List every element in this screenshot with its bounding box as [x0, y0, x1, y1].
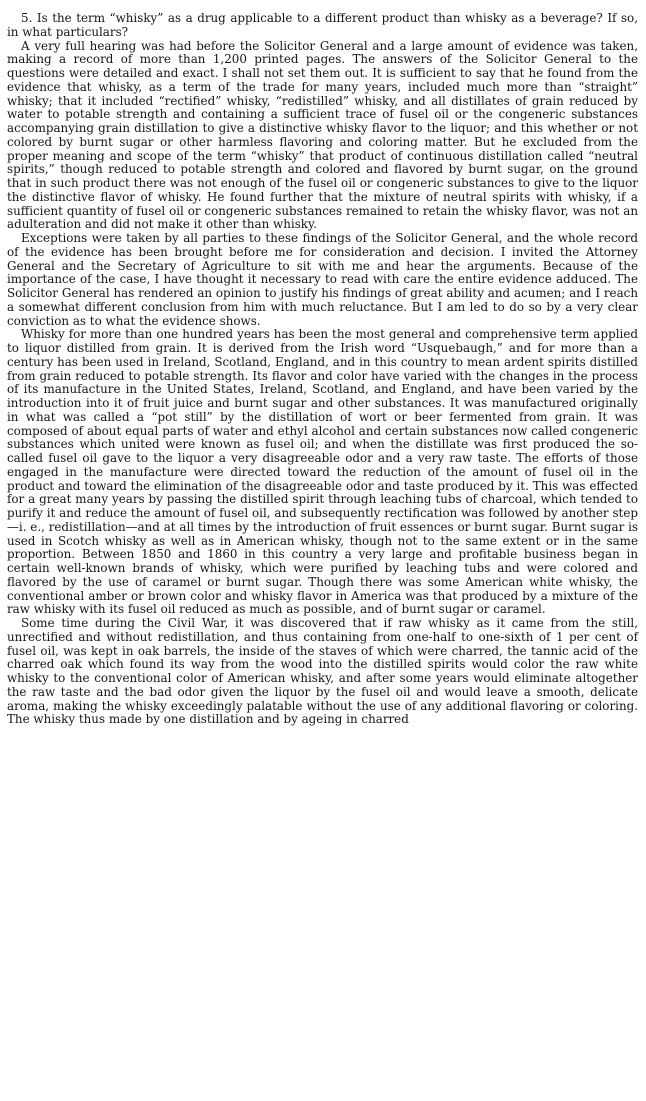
body-paragraph-hearing: A very full hearing was had before the Solicitor General and a large amount of evidence was taken, making a record of more than 1,200 printed pages. The answers of the Solicitor General to the questions were detailed and exact. I shall not set them out. It is sufficient to say that he found from the evidence that whisky, as a term of the trade for many years, included much more than “straight” whisky; that it included “rectified” whisky, “redistilled” whisky, and all distillates of grain reduced by water to potable strength and containing a sufficient trace of fusel oil or the congeneric substances accompanying grain distillation to give a distinctive whisky flavor to the liquor; and this whether or not colored by burnt sugar or other harmless flavoring and coloring matter. But he excluded from the proper meaning and scope of the term “whisky” that product of continuous distillation called “neutral spirits,” though reduced to potable strength and colored and flavored by burnt sugar, on the ground that in such product there was not enough of the fusel oil or congeneric substances to give to the liquor the distinctive flavor of whisky. He found further that the mixture of neutral spirits with whisky, if a sufficient quantity of fusel oil or congeneric substances remained to retain the whisky flavor, was not an adulteration and did not make it other than whisky. — [7, 38, 638, 232]
question-paragraph: 5. Is the term “whisky” as a drug applicable to a different product than whisky as a beverage? If so, in what particulars? — [7, 11, 638, 39]
body-paragraph-exceptions: Exceptions were taken by all parties to these findings of the Solicitor General, and the whole record of the evidence has been brought before me for consideration and decision. I invited the Attorney General and the Secretary of Agriculture to sit with me and hear the arguments. Because of the importance of the case, I have thought it necessary to read with care the entire evidence adduced. The Solicitor General has rendered an opinion to justify his findings of great ability and acumen; and I reach a somewhat different conclusion from him with much reluctance. But I am led to do so by a very clear conviction as to what the evidence shows. — [7, 231, 638, 328]
body-paragraph-civil-war: Some time during the Civil War, it was discovered that if raw whisky as it came from the still, unrectified and without redistillation, and thus containing from one-half to one-sixth of 1 per cent of fusel oil, was kept in oak barrels, the inside of the staves of which were charred, the tannic acid of the charred oak which found its way from the wood into the distilled spirits would color the raw white whisky to the conventional color of American whisky, and after some years would eliminate altogether the raw taste and the bad odor given the liquor by the fusel oil and would leave a smooth, delicate aroma, making the whisky exceedingly palatable without the use of any additional flavoring or coloring. The whisky thus made by one distillation and by ageing in charred — [7, 616, 638, 727]
body-paragraph-history: Whisky for more than one hundred years has been the most general and comprehensive term applied to liquor distilled from grain. It is derived from the Irish word “Usquebaugh,” and for more than a century has been used in Ireland, Scotland, England, and in this country to mean ardent spirits distilled from grain reduced to potable strength. Its flavor and color have varied with the changes in the process of its manufacture in the United States, Ireland, Scotland, and England, and have been varied by the introduction into it of fruit juice and burnt sugar and other substances. It was manufactured originally in what was called a “pot still” by the distillation of wort or beer fermented from grain. It was composed of about equal parts of water and ethyl alcohol and certain substances now called congeneric substances which united were known as fusel oil; and when the distillate was first produced the so-called fusel oil gave to the liquor a very disagreeable odor and a very raw taste. The efforts of those engaged in the manufacture were directed toward the reduction of the amount of fusel oil in the product and toward the elimination of the disagreeable odor and taste produced by it. This was effected for a great many years by passing the distilled spirit through leaching tubs of charcoal, which tended to purify it and reduce the amount of fusel oil, and subsequently rectification was followed by another step—i. e., redistillation—and at all times by the introduction of fruit essences or burnt sugar. Burnt sugar is used in Scotch whisky as well as in American whisky, though not to the same extent or in the same proportion. Between 1850 and 1860 in this country a very large and profitable business began in certain well-known brands of whisky, which were purified by leaching tubs and were colored and flavored by the use of caramel or burnt sugar. Though there was some American white whisky, the conventional amber or brown color and whisky flavor in America was that produced by a mixture of the raw whisky with its fusel oil reduced as much as possible, and of burnt sugar or caramel. — [7, 327, 638, 617]
